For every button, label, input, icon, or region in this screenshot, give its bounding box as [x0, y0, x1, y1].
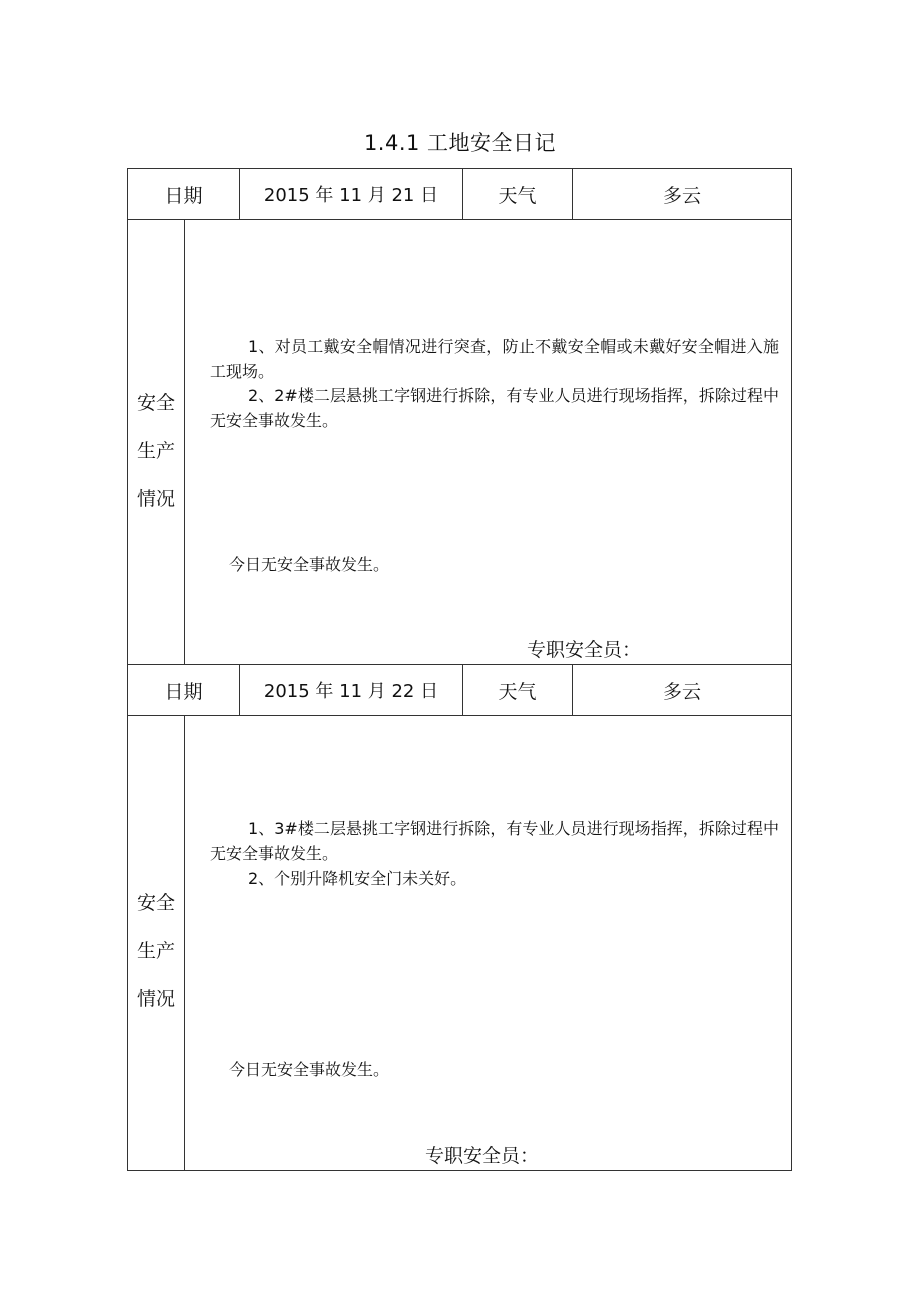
- entry-item: 1、3#楼二层悬挑工字钢进行拆除，有专业人员进行现场指挥，拆除过程中无安全事故发生。: [210, 819, 779, 863]
- entry-content: [185, 220, 791, 664]
- date-label: 日期: [128, 169, 240, 219]
- section-label-line: 情况: [136, 488, 175, 510]
- section-label-line: 安全: [136, 392, 175, 414]
- section-label-line: 生产: [136, 440, 175, 462]
- section-label: [128, 220, 185, 664]
- entry-item: 2、2#楼二层悬挑工字钢进行拆除，有专业人员进行现场指挥，拆除过程中无安全事故发生。: [210, 386, 779, 430]
- section-label-line: 安全: [136, 892, 175, 914]
- weather-label: 天气: [463, 665, 573, 715]
- entry-summary: 今日无安全事故发生。: [229, 555, 390, 574]
- entry-item: 1、对员工戴安全帽情况进行突查，防止不戴安全帽或未戴好安全帽进入施工现场。: [210, 337, 779, 381]
- weather-value: 多云: [662, 680, 701, 703]
- log-entry: [127, 664, 792, 1171]
- weather-value: 多云: [662, 184, 701, 207]
- entry-item: 2、个别升降机安全门未关好。: [248, 869, 467, 888]
- section-label-line: 生产: [136, 940, 175, 962]
- safety-officer-label: 专职安全员：: [527, 639, 642, 661]
- safety-officer-label: 专职安全员：: [425, 1145, 540, 1167]
- log-entry: [127, 168, 792, 665]
- date-label: 日期: [128, 665, 240, 715]
- page-title: 1.4.1 工地安全日记: [363, 131, 557, 155]
- date-value: 2015 年 11 月 22 日: [240, 665, 463, 715]
- section-label-line: 情况: [136, 988, 175, 1010]
- entry-header-row: [128, 665, 791, 716]
- entry-header-row: [128, 169, 791, 220]
- weather-label: 天气: [463, 169, 573, 219]
- section-label: [128, 715, 185, 1170]
- date-value: 2015 年 11 月 21 日: [240, 169, 463, 219]
- entry-content: [185, 715, 791, 1170]
- entry-summary: 今日无安全事故发生。: [229, 1060, 390, 1079]
